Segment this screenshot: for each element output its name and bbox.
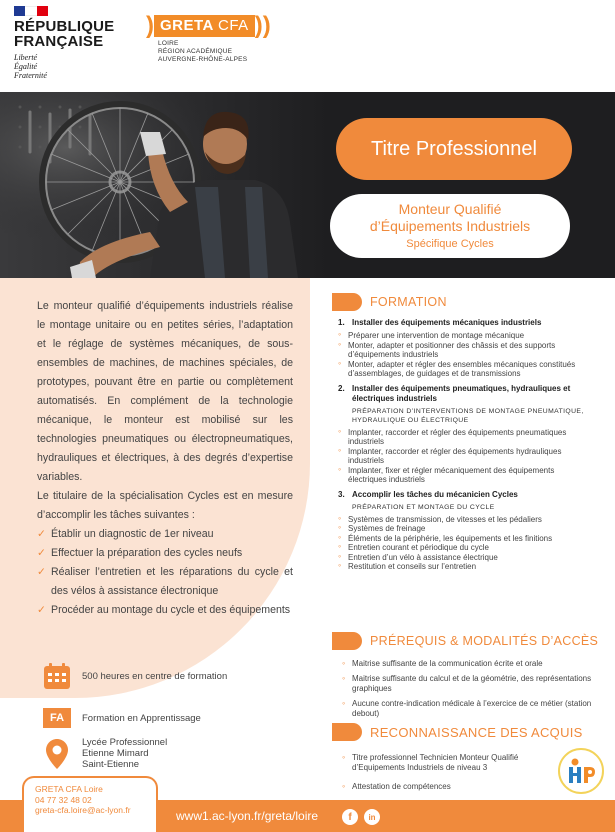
list-item: ◦ Restitution et conseils sur l’entretien xyxy=(338,562,588,572)
page-header xyxy=(0,0,615,92)
list-item: ◦ Implanter, fixer et régler mécaniquement des équipements électriques industriels xyxy=(338,466,588,485)
location-line-1: Lycée Professionnel xyxy=(82,737,168,748)
list-item: ◦ Entretien courant et périodique du cycle xyxy=(338,543,588,553)
contact-box xyxy=(22,776,158,832)
greta-region: LOIRE RÉGION ACADÉMIQUE AUVERGNE-RHÔNE-ALPES xyxy=(158,40,248,63)
apprenticeship-info xyxy=(42,703,201,733)
formation-block-1-title: 1. Installer des équipements mécaniques industriels xyxy=(338,318,542,327)
location-line-3: Saint-Etienne xyxy=(82,759,140,770)
list-item: ◦ Entretien d’un vélo à assistance électrique xyxy=(338,553,588,563)
list-item: ◦ Implanter, raccorder et régler des équipements hydrauliques industriels xyxy=(338,447,588,466)
formation-heading: FORMATION xyxy=(332,293,447,311)
subtitle-line-2: d’Équipements Industriels xyxy=(369,218,531,234)
list-item: ◦ Monter, adapter et régler des ensembles mécaniques constitués d’assemblages, de guidages et de transmissions xyxy=(338,360,588,379)
formation-block-3-list xyxy=(338,515,588,572)
intro-paragraph-1: Le monteur qualifié d’équipements industriels réalise le montage unitaire ou en petites séries, l’adaptation et le réglage de systèmes mécaniques, de sous-ensembles de machines, de machines spéciales, de prototypes, pouvant être en partie ou complètement automatisés. En complément de la technologie mécanique, le monteur est mobilisé sur les technologies pneumatiques ou électropneumatiques, hydrauliques et électriques, à des degrés d’expertise variables. xyxy=(37,300,293,483)
intro-text xyxy=(37,297,293,620)
checklist-item: ✓ Réaliser l’entretien et les réparations du cycle et des vélos à assistance électronique xyxy=(37,563,293,601)
contact-phone[interactable]: 04 77 32 48 02 xyxy=(35,794,92,805)
formation-block-3-subtitle: PRÉPARATION ET MONTAGE DU CYCLE xyxy=(352,503,495,511)
list-item: ◦ Maitrise suffisante du calcul et de la géométrie, des représentations graphiques xyxy=(342,674,592,694)
website-link[interactable]: www1.ac-lyon.fr/greta/loire xyxy=(176,809,319,823)
list-item: ◦ Implanter, raccorder et régler des équipements pneumatiques industriels xyxy=(338,428,588,447)
greta-cfa-badge: GRETA CFA xyxy=(154,15,255,37)
task-checklist xyxy=(37,525,293,620)
location-info xyxy=(42,737,167,770)
reco-heading: RECONNAISSANCE DES ACQUIS xyxy=(332,723,583,741)
title-badge: Titre Professionnel xyxy=(336,118,572,180)
calendar-icon xyxy=(42,661,72,691)
facebook-icon[interactable]: f xyxy=(342,809,358,825)
subtitle-badge xyxy=(330,194,570,258)
list-item: ◦ Maitrise suffisante de la communication écrite et orale xyxy=(342,659,592,669)
list-item: ◦ Préparer une intervention de montage mécanique xyxy=(338,331,588,341)
republique-francaise-logo xyxy=(14,6,124,80)
prereq-heading: PRÉREQUIS & MODALITÉS D’ACCÈS xyxy=(332,632,598,650)
contact-name: GRETA CFA Loire xyxy=(35,784,103,794)
list-item: ◦ Systèmes de freinage xyxy=(338,524,588,534)
subtitle-line-1: Monteur Qualifié xyxy=(398,201,502,217)
formation-block-2-subtitle: PRÉPARATION D’INTERVENTIONS DE MONTAGE PNEUMATIQUE, HYDRAULIQUE OU ÉLECTRIQUE xyxy=(352,407,584,424)
list-item: ◦ Monter, adapter et positionner des châssis et des supports d’équipements industriels xyxy=(338,341,588,360)
greta-cfa-logo: ) GRETA CFA )) LOIRE RÉGION ACADÉMIQUE AUVERGNE-RHÔNE-ALPES xyxy=(146,14,286,64)
formation-content xyxy=(338,318,588,572)
intro-paragraph-2: Le titulaire de la spécialisation Cycles est en mesure d’accomplir les tâches suivantes : xyxy=(37,490,293,521)
hours-text: 500 heures en centre de formation xyxy=(82,670,228,682)
apprenticeship-text: Formation en Apprentissage xyxy=(82,712,201,724)
formation-block-1-list xyxy=(338,331,588,379)
location-pin-icon xyxy=(42,739,72,769)
rf-motto: Liberté Égalité Fraternité xyxy=(14,53,47,80)
rf-title: RÉPUBLIQUE FRANÇAISE xyxy=(14,18,115,50)
subtitle-specialty: Spécifique Cycles xyxy=(406,238,494,250)
french-flag-icon xyxy=(14,6,48,16)
checklist-item: ✓ Établir un diagnostic de 1er niveau xyxy=(37,525,293,544)
linkedin-icon[interactable]: in xyxy=(364,809,380,825)
list-item: ◦ Aucune contre-indication médicale à l’exercice de ce métier (station debout) xyxy=(342,699,592,719)
formation-block-2-list xyxy=(338,428,588,485)
handicap-label-logo xyxy=(558,748,604,794)
list-item: ◦ Titre professionnel Technicien Monteur Qualifié d’Equipements Industriels de niveau 3 xyxy=(342,753,552,773)
list-item: ◦ Systèmes de transmission, de vitesses et les pédaliers xyxy=(338,515,588,525)
prereq-list xyxy=(342,659,592,724)
location-line-2: Etienne Mimard xyxy=(82,748,149,759)
fa-badge: FA xyxy=(43,708,71,728)
checklist-item: ✓ Procéder au montage du cycle et des équipements xyxy=(37,601,293,620)
list-item: ◦ Éléments de la périphérie, les équipements et les finitions xyxy=(338,534,588,544)
reco-list xyxy=(342,753,552,801)
contact-email[interactable]: greta-cfa.loire@ac-lyon.fr xyxy=(35,805,131,815)
formation-block-2-title: 2. Installer des équipements pneumatiques, hydrauliques et électriques industriels xyxy=(338,383,571,403)
formation-block-3-title: 3. Accomplir les tâches du mécanicien Cycles xyxy=(338,489,518,499)
hours-info xyxy=(42,661,227,691)
mechanic-photo xyxy=(0,92,330,278)
list-item: ◦ Attestation de compétences xyxy=(342,782,552,792)
checklist-item: ✓ Effectuer la préparation des cycles neufs xyxy=(37,544,293,563)
